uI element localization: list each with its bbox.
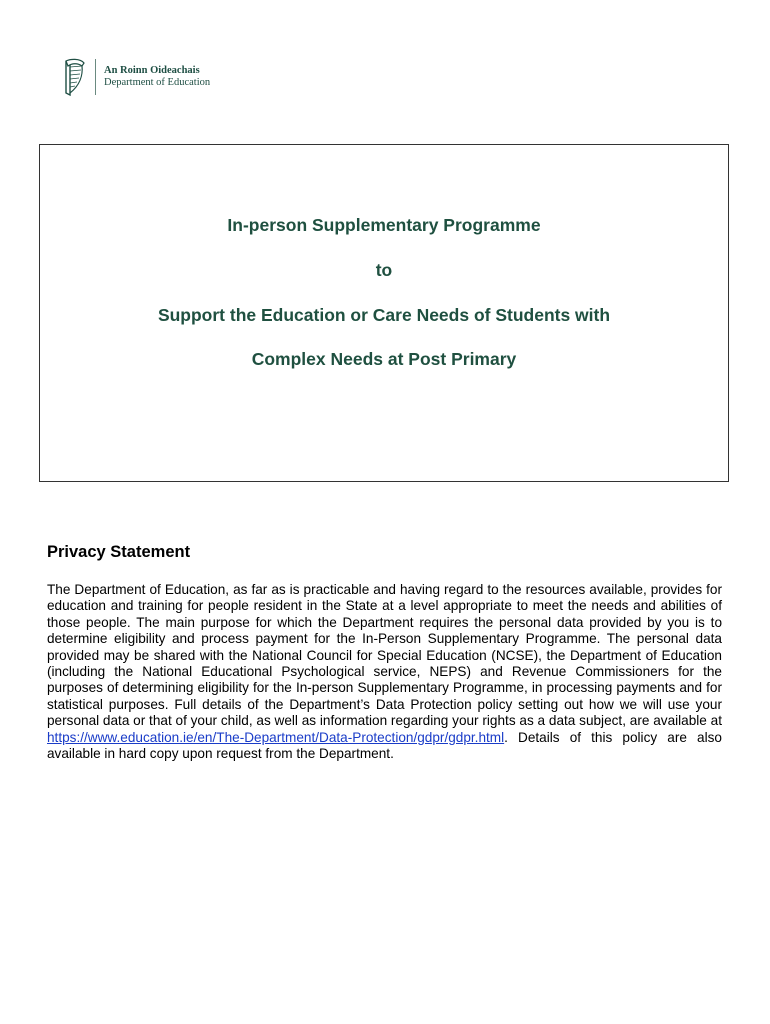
harp-icon [60,57,88,97]
data-protection-link[interactable]: https://www.education.ie/en/The-Department/Data-Protection/gdpr/gdpr.html [47,729,505,745]
logo-english-name: Department of Education [104,77,211,88]
logo-divider [95,59,96,95]
privacy-text-after-link: . Details of this policy are also available in hard copy upon request from the Department. [47,729,722,762]
title-line-2: to [375,260,393,280]
title-line-1: In-person Supplementary Programme [227,215,541,235]
department-logo [60,56,210,98]
privacy-text-before-link: The Department of Education, as far as is practicable and having regard to the resources available, provides for education and training for people resident in the State at a level appropriate to meet the needs and abilities of those people. The main purpose for which the Department requires the personal data provided by you is to determine eligibility and process payment for the In-Person Supplementary Programme. The personal data provided may be shared with the National Council for Special Education (NCSE), the Department of Education (including the National Educational Psychological service, NEPS) and Revenue Commissioners for the purposes of determining eligibility for the In-person Supplementary Programme, in processing payments and for statistical purposes. Full details of the Department’s Data Protection policy setting out how we will use your personal data or that of your child, as well as information regarding your rights as a data subject, are available at [47,582,722,729]
logo-irish-name: An Roinn Oideachais [104,65,200,76]
title-line-4: Complex Needs at Post Primary [251,349,517,369]
privacy-statement [47,582,722,762]
privacy-heading: Privacy Statement [47,543,191,561]
title-box [39,144,729,482]
logo-text [104,65,210,89]
title-line-3: Support the Education or Care Needs of Students with [157,305,611,325]
